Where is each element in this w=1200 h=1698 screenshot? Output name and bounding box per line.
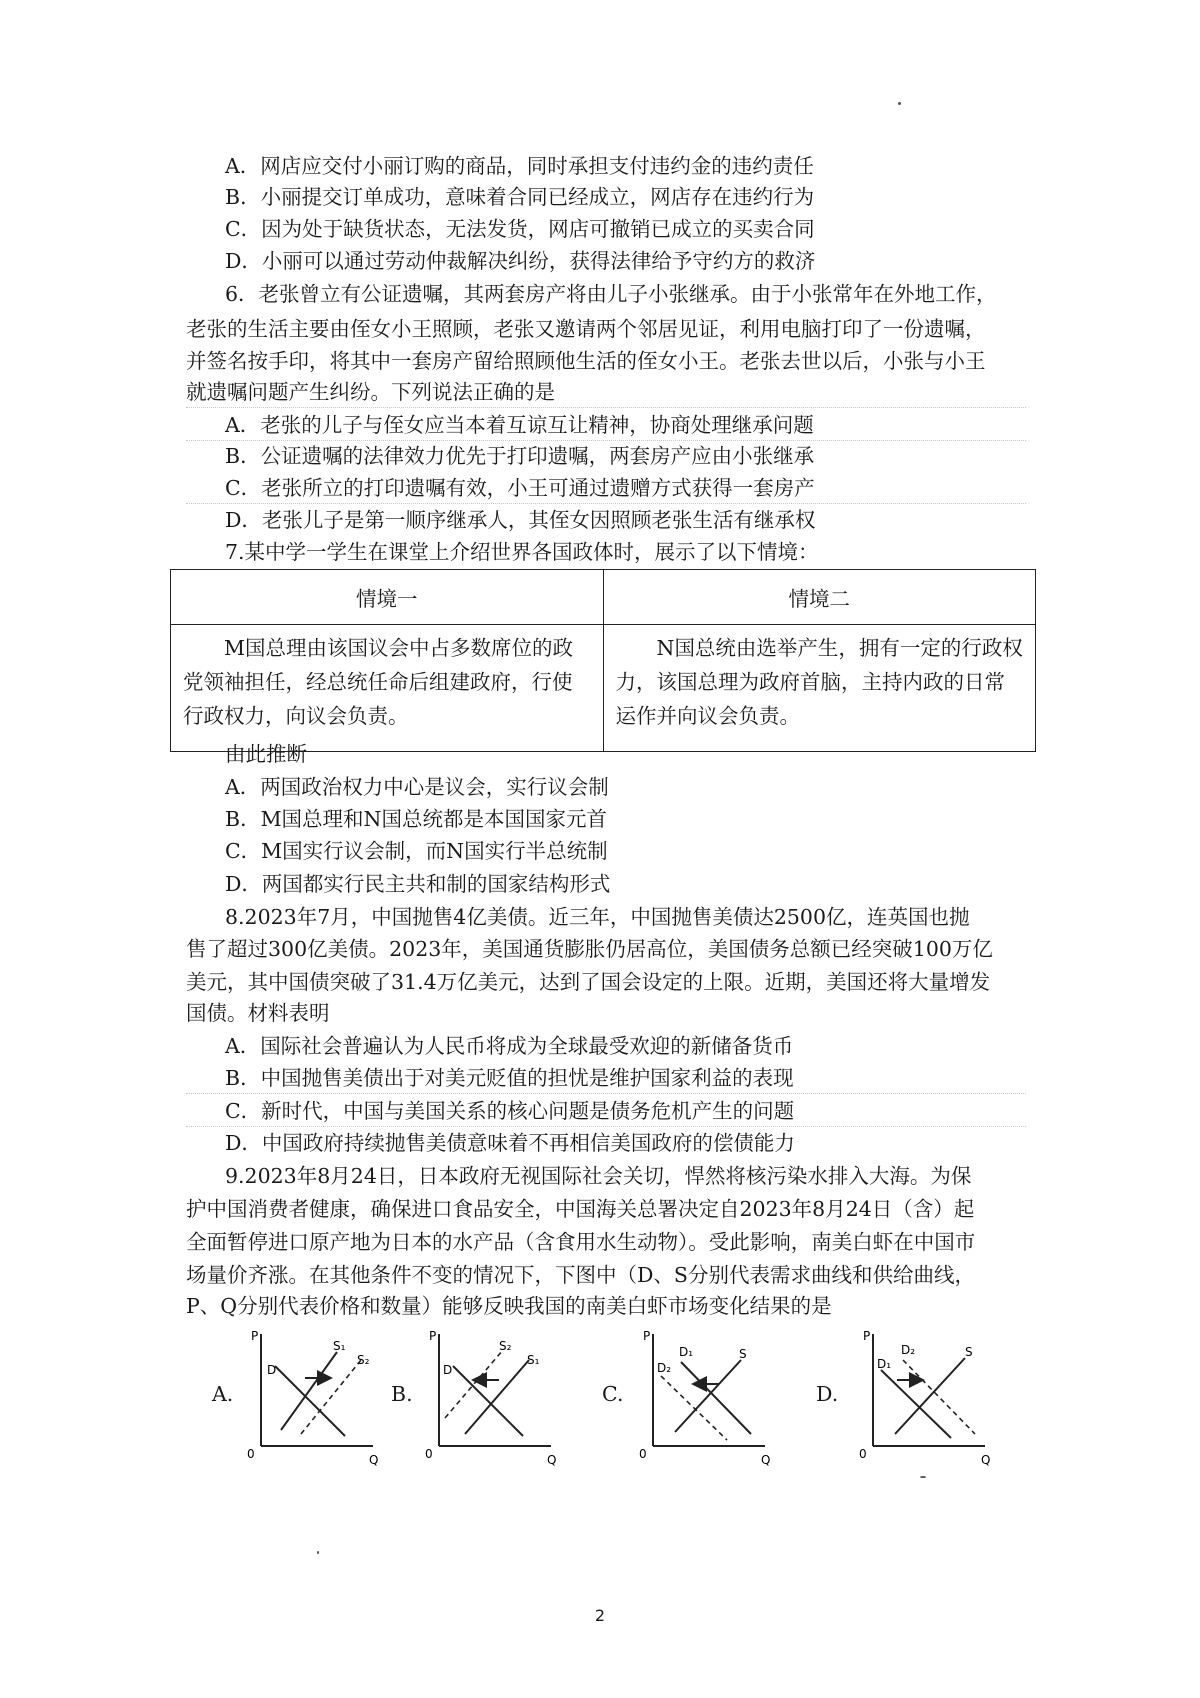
q7-option-d: D．两国都实行民主共和制的国家结构形式 [225,872,611,896]
q9-stem-line: 全面暂停进口原产地为日本的水产品（含食用水生动物）。受此影响，南美白虾在中国市 [186,1230,976,1254]
demand-curve [275,1366,345,1436]
q8-stem-line: 美元，其中国债突破了31.4万亿美元，达到了国会设定的上限。近期，美国还将大量增发 [186,970,991,994]
q6-option-b: B．公证遗嘱的法律效力优先于打印遗嘱，两套房产应由小张继承 [225,444,815,468]
q8-stem-line: 售了超过300亿美债。2023年，美国通货膨胀仍居高位，美国债务总额已经突破100万亿 [186,937,993,961]
y-axis-label: P [643,1329,651,1343]
y-axis-label: P [251,1329,259,1343]
scan-speck [317,1551,319,1554]
divider [186,440,1026,441]
y-axis-label: P [429,1329,437,1343]
table-cell: N国总统由选举产生，拥有一定的行政权力，该国总理为政府首脑，主持内政的日常运作并向议会负责。 [603,625,1036,752]
q6-stem-line: 老张的生活主要由侄女小王照顾，老张又邀请两个邻居见证，利用电脑打印了一份遗嘱， [186,317,986,341]
demand-curve [681,1362,751,1434]
q7-option-b: B．M国总理和N国总统都是本国国家元首 [225,807,607,831]
q6-stem-line: 就遗嘱问题产生纠纷。下列说法正确的是 [186,380,555,404]
graph-option-label: D. [816,1382,839,1406]
q8-option-c: C．新时代，中国与美国关系的核心问题是债务危机产生的问题 [225,1099,795,1123]
page-number: 2 [594,1606,606,1625]
curve-label: S [965,1345,973,1359]
scan-speck [898,102,901,105]
graph-option-label: B. [391,1382,413,1406]
supply-curve [465,1360,529,1434]
curve-label: S₂ [357,1353,370,1367]
q7-situation-table [170,569,1036,752]
x-axis-label: Q [761,1453,771,1467]
origin-label: 0 [247,1447,255,1461]
curve-label: D [267,1363,277,1377]
curve-label: S [739,1347,747,1361]
q7-option-a: A．两国政治权力中心是议会，实行议会制 [225,775,609,799]
curve-label: D₂ [657,1361,672,1375]
q6-stem-line: 6．老张曾立有公证遗嘱，其两套房产将由儿子小张继承。由于小张常年在外地工作， [225,282,997,306]
q9-stem-line: 场量价齐涨。在其他条件不变的情况下，下图中（D、S分别代表需求曲线和供给曲线， [186,1263,975,1287]
demand-curve [453,1366,523,1436]
q7-stem: 7.某中学一学生在课堂上介绍世界各国政体时，展示了以下情境： [225,540,819,564]
curve-label: D₂ [901,1343,916,1357]
curve-label: D [443,1363,453,1377]
q8-stem-line: 8.2023年7月，中国抛售4亿美债。近三年，中国抛售美债达2500亿，连英国也抛 [225,905,970,929]
q9-stem-line: 护中国消费者健康，确保进口食品安全，中国海关总署决定自2023年8月24日（含）起 [186,1197,975,1221]
curve-label: D₁ [877,1357,892,1371]
q6-option-a: A．老张的儿子与侄女应当本着互谅互让精神，协商处理继承问题 [225,413,814,437]
q9-stem-line: P、Q分别代表价格和数量）能够反映我国的南美白虾市场变化结果的是 [186,1294,832,1318]
scan-speck [920,1476,926,1478]
q7-lead: 由此推断 [225,742,307,766]
supply-curve [895,1358,965,1434]
q8-option-a: A．国际社会普遍认为人民币将成为全球最受欢迎的新储备货币 [225,1034,794,1058]
supply-demand-graph-c [635,1328,805,1468]
q7-option-c: C．M国实行议会制，而N国实行半总统制 [225,839,608,863]
q6-option-d: D．老张儿子是第一顺序继承人，其侄女因照顾老张生活有继承权 [225,508,816,532]
q9-stem-line: 9.2023年8月24日，日本政府无视国际社会关切，悍然将核污染水排入大海。为保 [225,1164,972,1188]
curve-label: S₂ [499,1339,512,1353]
graph-option-label: C. [602,1382,624,1406]
origin-label: 0 [425,1447,433,1461]
curve-label: S₁ [333,1339,346,1353]
divider [186,1126,1026,1127]
q8-option-d: D．中国政府持续抛售美债意味着不再相信美国政府的偿债能力 [225,1131,795,1155]
divider [186,503,1026,504]
table-header: 情境一 [171,570,604,625]
x-axis-label: Q [547,1453,557,1467]
supply-demand-graph-d [855,1328,1025,1468]
y-axis-label: P [863,1329,871,1343]
q6-option-c: C．老张所立的打印遗嘱有效，小王可通过遗赠方式获得一套房产 [225,476,815,500]
q8-stem-line: 国债。材料表明 [186,1001,330,1025]
curve-label: D₁ [679,1345,694,1359]
demand-curve-shifted [903,1360,975,1434]
q5-option-c: C．因为处于缺货状态，无法发货，网店可撤销已成立的买卖合同 [225,217,815,241]
divider [186,407,1026,408]
origin-label: 0 [859,1447,867,1461]
q5-option-d: D．小丽可以通过劳动仲裁解决纠纷，获得法律给予守约方的救济 [225,249,816,273]
origin-label: 0 [639,1447,647,1461]
divider [186,1093,1026,1094]
q6-stem-line: 并签名按手印，将其中一套房产留给照顾他生活的侄女小王。老张去世以后，小张与小王 [186,349,986,373]
q5-option-a: A．网店应交付小丽订购的商品，同时承担支付违约金的违约责任 [225,154,814,178]
curve-label: S₁ [527,1353,540,1367]
q5-option-b: B．小丽提交订单成功，意味着合同已经成立，网店存在违约行为 [225,185,815,209]
q8-option-b: B．中国抛售美债出于对美元贬值的担忧是维护国家利益的表现 [225,1066,794,1090]
table-cell: M国总理由该国议会中占多数席位的政党领袖担任，经总统任命后组建政府，行使行政权力，向议会负责。 [171,625,604,752]
supply-demand-graph-b [421,1328,591,1468]
x-axis-label: Q [981,1453,991,1467]
x-axis-label: Q [369,1453,379,1467]
table-header: 情境二 [603,570,1036,625]
supply-demand-graph-a [243,1328,413,1468]
graph-option-label: A. [212,1382,234,1406]
